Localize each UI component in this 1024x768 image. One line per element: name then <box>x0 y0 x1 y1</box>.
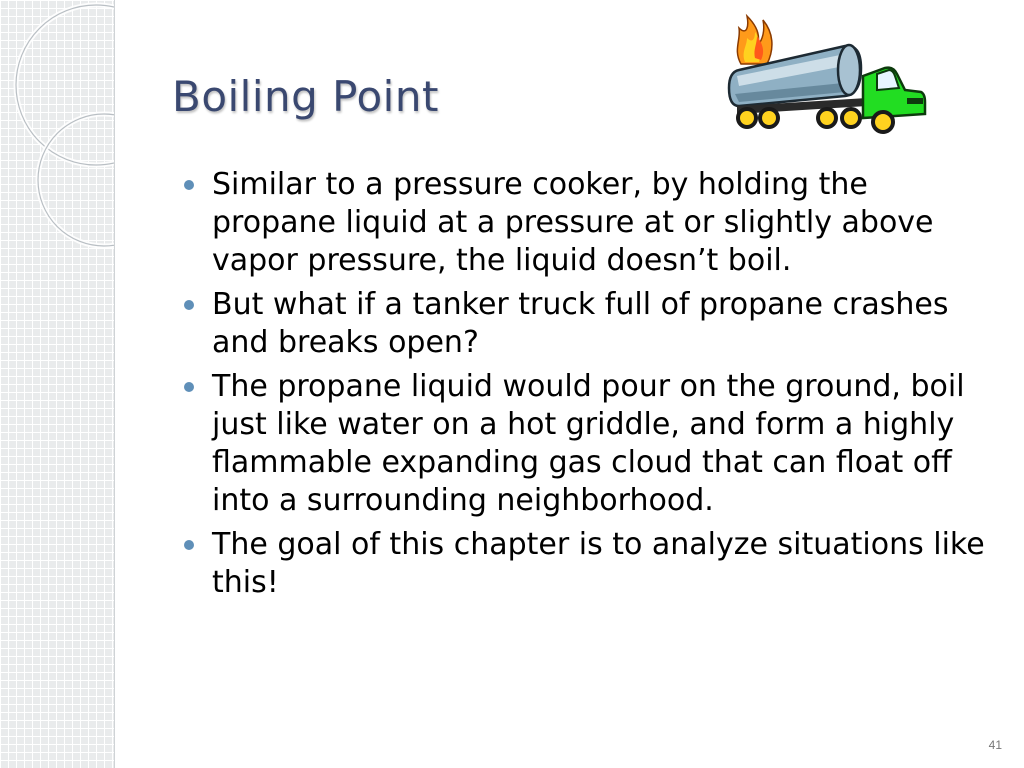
burning-tanker-truck-icon <box>727 6 927 136</box>
bullet-item <box>182 526 992 602</box>
truck-cab <box>863 68 925 118</box>
bullet-marker-icon <box>184 180 194 190</box>
bullet-item <box>182 368 992 520</box>
bullet-marker-icon <box>184 382 194 392</box>
bullet-text: The goal of this chapter is to analyze situations like this! <box>212 527 985 600</box>
bullet-item <box>182 166 992 280</box>
decorative-rings <box>0 0 114 768</box>
bullet-marker-icon <box>184 300 194 310</box>
bullet-item <box>182 286 992 362</box>
bullet-text: The propane liquid would pour on the ground, boil just like water on a hot griddle, and form a highly flammable expanding gas cloud that can float off into a surrounding neighborhood. <box>212 369 965 518</box>
slide-title: Boiling Point <box>172 72 439 121</box>
flame-icon <box>737 16 772 64</box>
bullet-marker-icon <box>184 540 194 550</box>
bullet-list <box>182 166 992 608</box>
page-number: 41 <box>988 738 1002 752</box>
bullet-text: But what if a tanker truck full of propane crashes and breaks open? <box>212 287 949 360</box>
bullet-text: Similar to a pressure cooker, by holding the propane liquid at a pressure at or slightly above vapor pressure, the liquid doesn’t boil. <box>212 167 934 278</box>
